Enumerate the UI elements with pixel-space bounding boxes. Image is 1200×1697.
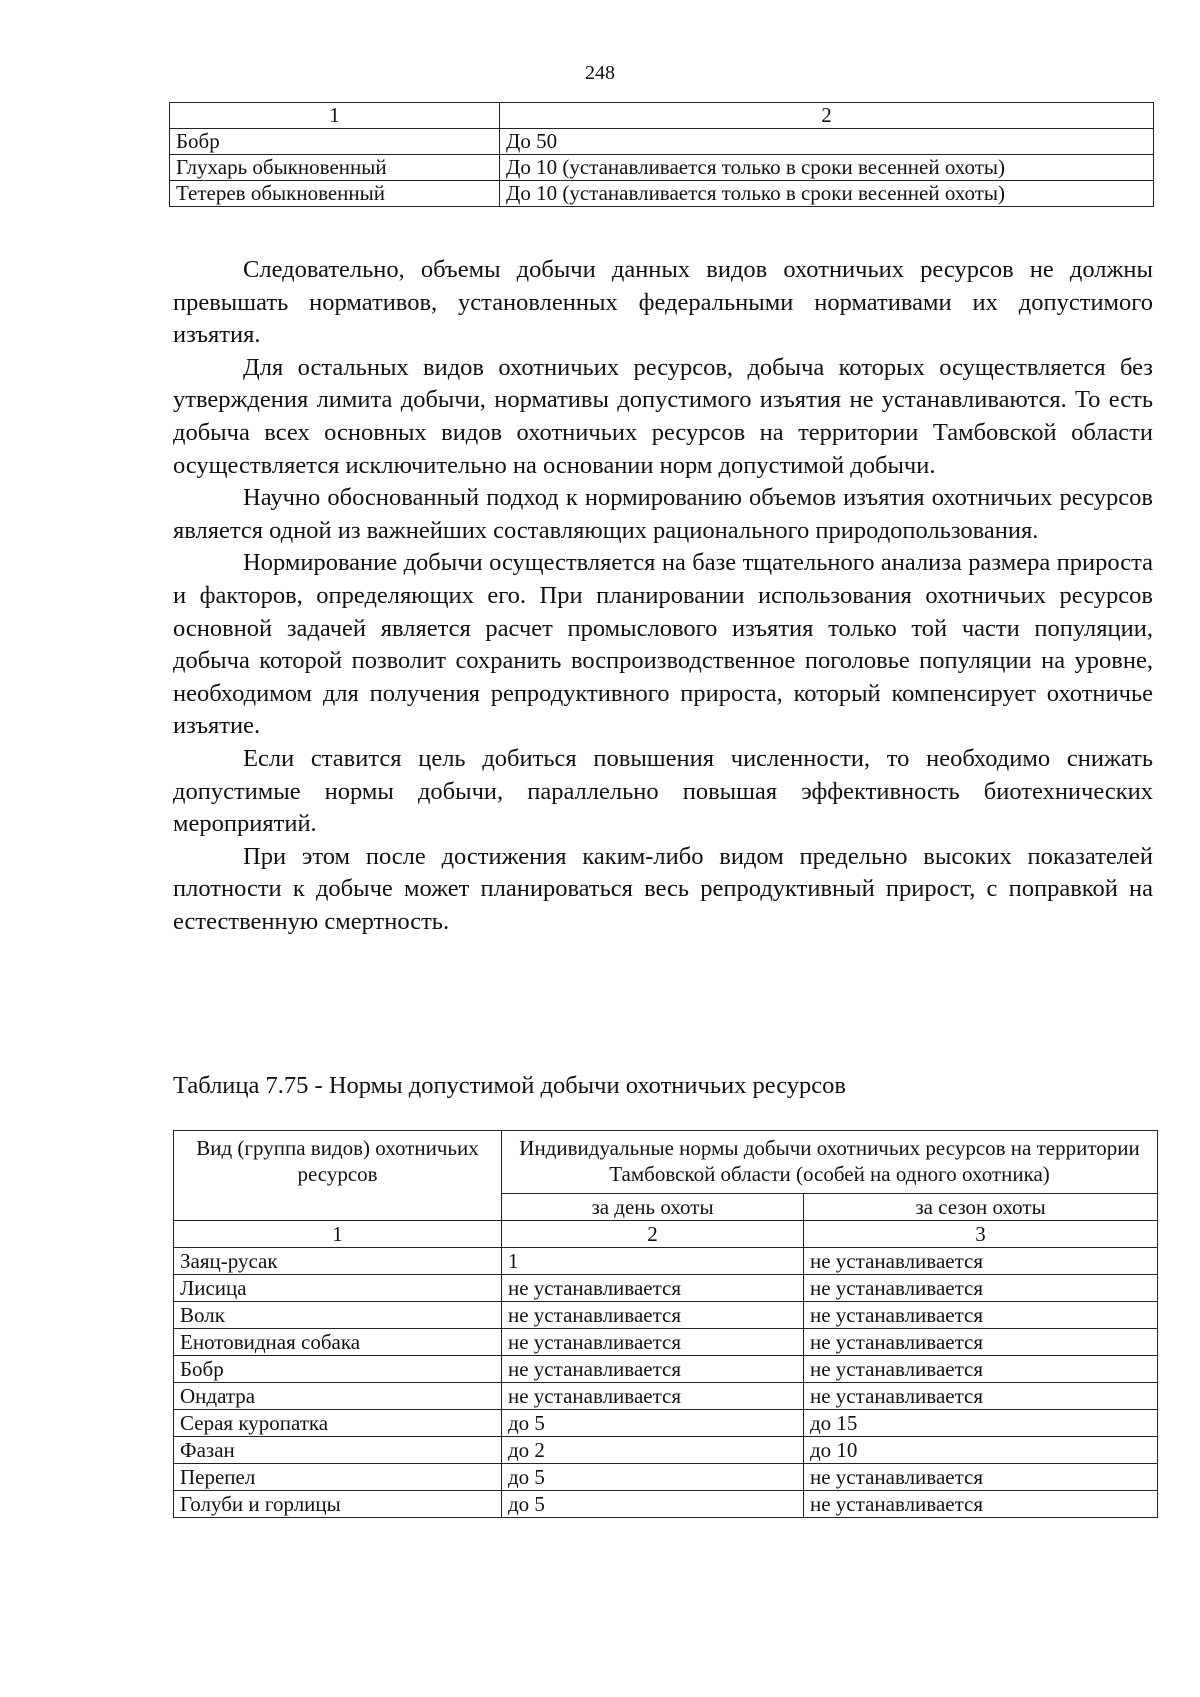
group-header: Индивидуальные нормы добычи охотничьих ресурсов на территории Тамбовской области (особей на одного охотника) bbox=[502, 1131, 1158, 1194]
table-cell: не устанавливается bbox=[502, 1275, 804, 1302]
table-cell: до 2 bbox=[502, 1437, 804, 1464]
table-cell: 1 bbox=[174, 1221, 502, 1248]
table-cell: 1 bbox=[502, 1248, 804, 1275]
table-cell: Глухарь обыкновенный bbox=[170, 155, 500, 181]
paragraph: Следовательно, объемы добычи данных видов охотничьих ресурсов не должны превышать нормативов, установленных федеральными нормативами их допустимого изъятия. bbox=[173, 256, 1153, 349]
table-number-row bbox=[174, 1221, 1158, 1248]
table-cell: не устанавливается bbox=[804, 1248, 1158, 1275]
table-cell: не устанавливается bbox=[502, 1329, 804, 1356]
table-header-row bbox=[170, 103, 1154, 129]
paragraph: Нормирование добычи осуществляется на базе тщательного анализа размера прироста и факторов, определяющих его. При планировании использования охотничьих ресурсов основной задачей является расчет промыслового изъятия только той части популяции, добыча которой позволит сохранить воспроизводственное поголовье популяции на уровне, необходимом для получения репродуктивного прироста, который компенсирует охотничье изъятие. bbox=[173, 549, 1153, 740]
table-cell: Енотовидная собака bbox=[174, 1329, 502, 1356]
table-cell: Бобр bbox=[170, 129, 500, 155]
table-cell: до 10 bbox=[804, 1437, 1158, 1464]
table-cell: до 5 bbox=[502, 1491, 804, 1518]
paragraph: Если ставится цель добиться повышения численности, то необходимо снижать допустимые нормы добычи, параллельно повышая эффективность биотехнических мероприятий. bbox=[173, 744, 1153, 838]
table-row bbox=[174, 1491, 1158, 1518]
table-cell: до 5 bbox=[502, 1410, 804, 1437]
table-cell: Заяц-русак bbox=[174, 1248, 502, 1275]
col-species-header: Вид (группа видов) охотничьих ресурсов bbox=[174, 1131, 502, 1221]
table-header-row bbox=[174, 1131, 1158, 1194]
table-cell: Лисица bbox=[174, 1275, 502, 1302]
col-season-header: за сезон охоты bbox=[804, 1194, 1158, 1221]
table-cell: до 5 bbox=[502, 1464, 804, 1491]
table-row bbox=[174, 1410, 1158, 1437]
table-row bbox=[170, 181, 1154, 207]
table-row bbox=[170, 129, 1154, 155]
table-cell: не устанавливается bbox=[502, 1302, 804, 1329]
table-cell: 3 bbox=[804, 1221, 1158, 1248]
table-cell: не устанавливается bbox=[804, 1491, 1158, 1518]
table-row bbox=[174, 1302, 1158, 1329]
body-text bbox=[173, 254, 1153, 938]
table-cell: 2 bbox=[502, 1221, 804, 1248]
table-cell: До 10 (устанавливается только в сроки весенней охоты) bbox=[500, 155, 1154, 181]
table-row bbox=[174, 1248, 1158, 1275]
table-cell: не устанавливается bbox=[804, 1275, 1158, 1302]
col-day-header: за день охоты bbox=[502, 1194, 804, 1221]
table-cell: 2 bbox=[500, 103, 1154, 129]
table-cell: не устанавливается bbox=[804, 1356, 1158, 1383]
table-cell: До 50 bbox=[500, 129, 1154, 155]
table-cell: не устанавливается bbox=[804, 1383, 1158, 1410]
paragraph: При этом после достижения каким-либо видом предельно высоких показателей плотности к добыче может планироваться весь репродуктивный прирост, с поправкой на естественную смертность. bbox=[173, 842, 1153, 935]
table-cell: не устанавливается bbox=[804, 1302, 1158, 1329]
page-number: 248 bbox=[585, 62, 615, 84]
table-cell: Бобр bbox=[174, 1356, 502, 1383]
table-row bbox=[174, 1356, 1158, 1383]
table-cell: Серая куропатка bbox=[174, 1410, 502, 1437]
table-cell: Волк bbox=[174, 1302, 502, 1329]
table-cell: Голуби и горлицы bbox=[174, 1491, 502, 1518]
table-cell: Ондатра bbox=[174, 1383, 502, 1410]
table-cell: Перепел bbox=[174, 1464, 502, 1491]
table-row bbox=[174, 1464, 1158, 1491]
table-row bbox=[174, 1275, 1158, 1302]
table-cell: не устанавливается bbox=[502, 1356, 804, 1383]
table-cell: Фазан bbox=[174, 1437, 502, 1464]
table-cell: не устанавливается bbox=[804, 1464, 1158, 1491]
table-cell: Тетерев обыкновенный bbox=[170, 181, 500, 207]
paragraph: Для остальных видов охотничьих ресурсов, добыча которых осуществляется без утверждения лимита добычи, нормативы допустимого изъятия не устанавливаются. То есть добыча всех основных видов охотничьих ресурсов на территории Тамбовской области осуществляется исключительно на основании норм допустимой добычи. bbox=[173, 353, 1153, 479]
norms-table bbox=[173, 1130, 1158, 1518]
table-row bbox=[174, 1329, 1158, 1356]
table-caption: Таблица 7.75 - Нормы допустимой добычи охотничьих ресурсов bbox=[173, 1072, 846, 1099]
table-cell: не устанавливается bbox=[804, 1329, 1158, 1356]
table-row bbox=[174, 1437, 1158, 1464]
table-row bbox=[174, 1383, 1158, 1410]
table-cell: не устанавливается bbox=[502, 1383, 804, 1410]
table-cell: До 10 (устанавливается только в сроки весенней охоты) bbox=[500, 181, 1154, 207]
table-row bbox=[170, 155, 1154, 181]
table-cell: 1 bbox=[170, 103, 500, 129]
top-table bbox=[169, 102, 1154, 207]
table-cell: до 15 bbox=[804, 1410, 1158, 1437]
paragraph: Научно обоснованный подход к нормированию объемов изъятия охотничьих ресурсов является одной из важнейших составляющих рационального природопользования. bbox=[173, 484, 1153, 544]
